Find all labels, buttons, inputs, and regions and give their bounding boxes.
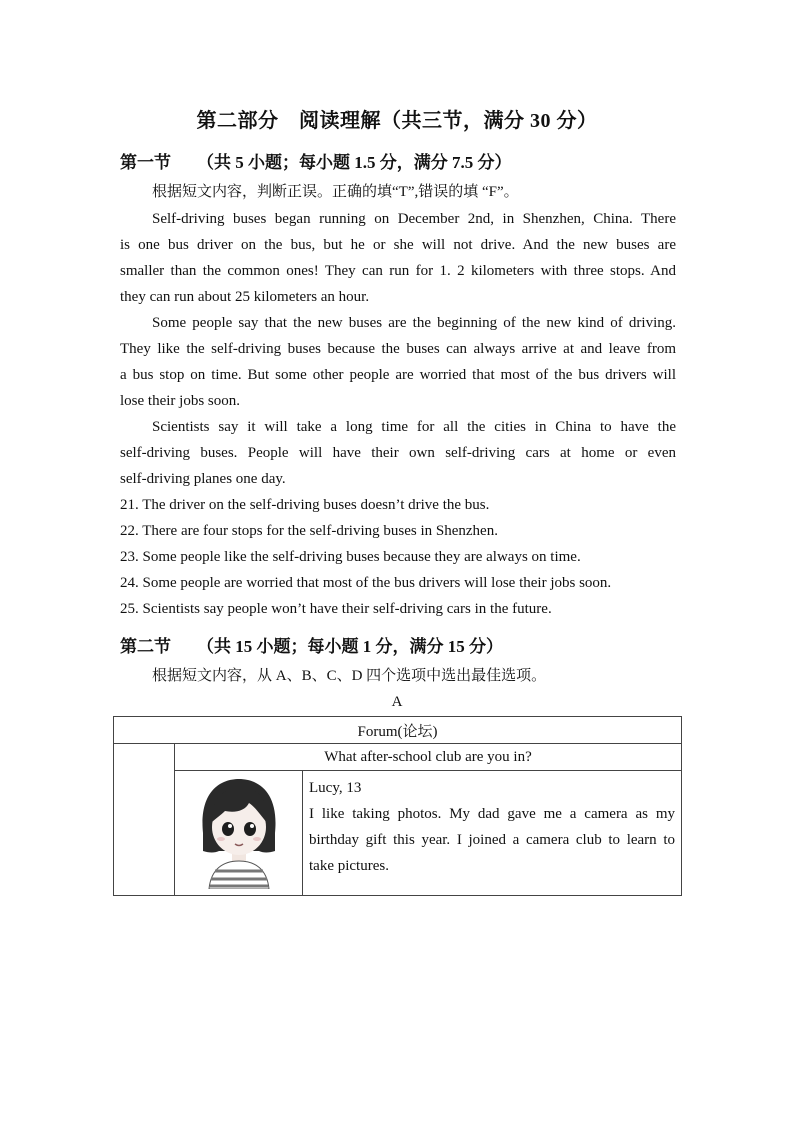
section1-heading: 第一节	[120, 153, 171, 172]
question-21: 21. The driver on the self-driving buses doesn’t drive the bus.	[120, 497, 490, 513]
passage-label: A	[391, 694, 403, 710]
section2-heading-row	[120, 632, 503, 657]
post-line: take pictures.	[309, 858, 389, 874]
passage-line: Some people say that the new buses are the beginning of the new kind of driving.	[152, 315, 676, 331]
post-author: Lucy, 13	[309, 780, 362, 796]
forum-title: Forum(论坛)	[114, 717, 682, 744]
passage-line: is one bus driver on the bus, but he or she will not drive. And the new buses are	[120, 237, 676, 253]
passage-line: lose their jobs soon.	[120, 393, 240, 409]
passage-line: they can run about 25 kilometers an hour.	[120, 289, 370, 305]
passage-line: self-driving planes one day.	[120, 471, 286, 487]
section1-heading-row	[120, 148, 512, 173]
passage-line: Scientists say it will take a long time for all the cities in China to have the	[152, 419, 676, 435]
forum-side-cell	[114, 744, 175, 896]
forum-table	[113, 716, 682, 896]
section2-heading: 第二节	[120, 637, 171, 656]
question-24: 24. Some people are worried that most of the bus drivers will lose their jobs soon.	[120, 575, 612, 591]
forum-question: What after-school club are you in?	[175, 744, 682, 771]
section2-instruction: 根据短文内容，从 A、B、C、D 四个选项中选出最佳选项。	[152, 668, 547, 684]
section1-note: （共 5 小题；每小题 1.5 分，满分 7.5 分）	[197, 153, 512, 172]
page-title: 第二部分 阅读理解（共三节，满分 30 分）	[196, 110, 598, 132]
passage-line: self-driving buses. People will have their own self-driving cars at home or even	[120, 445, 676, 461]
passage-line: a bus stop on time. But some other people are worried that most of the bus drivers will	[120, 367, 676, 383]
question-22: 22. There are four stops for the self-driving buses in Shenzhen.	[120, 523, 498, 539]
passage-line: They like the self-driving buses because the buses can always arrive at and leave from	[120, 341, 676, 357]
question-25: 25. Scientists say people won’t have their self-driving cars in the future.	[120, 601, 552, 617]
section2-note: （共 15 小题；每小题 1 分，满分 15 分）	[197, 637, 503, 656]
post-line: birthday gift this year. I joined a camera club to learn to	[309, 832, 675, 848]
section1-instruction: 根据短文内容，判断正误。正确的填“T”,错误的填 “F”。	[152, 184, 519, 200]
post-line: I like taking photos. My dad gave me a camera as my	[309, 806, 675, 822]
passage-line: Self-driving buses began running on December 2nd, in Shenzhen, China. There	[152, 211, 676, 227]
post-avatar-cell	[175, 771, 303, 896]
post-text-cell	[303, 771, 682, 896]
cartoon-girl-avatar-icon	[189, 773, 289, 889]
question-23: 23. Some people like the self-driving buses because they are always on time.	[120, 549, 581, 565]
passage-line: smaller than the common ones! They can run for 1. 2 kilometers with three stops. And	[120, 263, 676, 279]
